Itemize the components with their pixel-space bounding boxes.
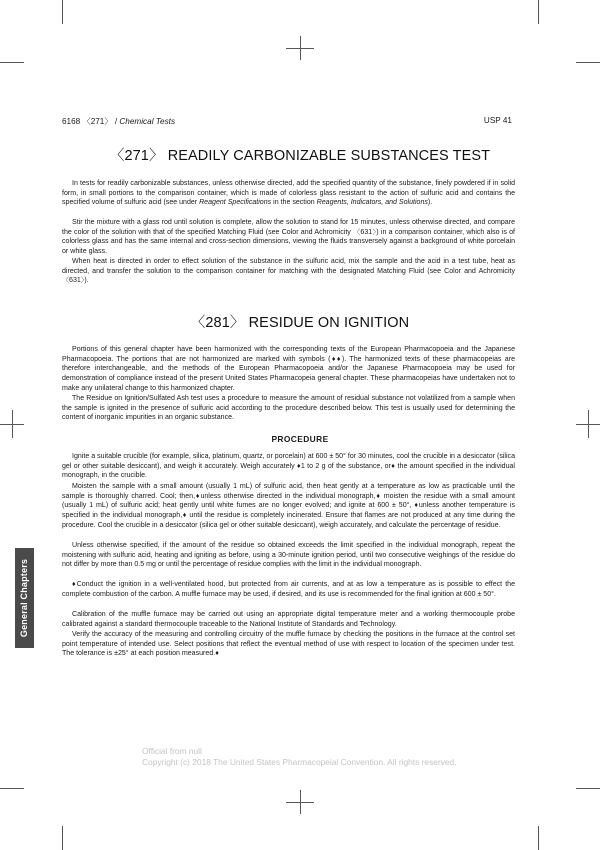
footer-line-2: Copyright (c) 2018 The United States Pharmacopeial Convention. All rights reserved. <box>142 756 457 767</box>
page-number: 6168 <box>62 117 81 126</box>
crop-mark <box>576 62 600 63</box>
running-head <box>62 116 512 127</box>
book-name: USP 41 <box>483 116 512 125</box>
paragraph: In tests for readily carbonizable substances, unless otherwise directed, add the specified quantity of the substance, finely powdered if in solid form, in small portions to the comparison container, which is made of colorless glass resistant to the action of sulfuric acid and contains the specified volume of sulfuric acid (see under Reagent Specifications in the section Reagents, Indicators, and Solutions). <box>62 180 515 207</box>
crop-mark <box>286 48 314 49</box>
running-head-left: 6168 〈271〉 / Chemical Tests <box>62 117 176 126</box>
paragraph: The Residue on Ignition/Sulfated Ash test uses a procedure to measure the amount of residual substance not volatilized from a sample when the sample is ignited in the presence of sulfuric acid according to the procedure described below. This test is usually used for determining the content of inorganic impurities in an organic substance. <box>62 395 515 422</box>
general-chapters-tab <box>15 548 34 648</box>
copyright-footer <box>142 746 457 767</box>
section-title-271: 〈271〉 READILY CARBONIZABLE SUBSTANCES TEST <box>109 148 491 164</box>
section-name: Chemical Tests <box>119 117 176 126</box>
footer-line-1: Official from null <box>142 746 202 756</box>
paragraph: ♦Conduct the ignition in a well-ventilated hood, but protected from air currents, and at as low a temperature as is possible to effect the complete combustion of the carbon. A muffle furnace may be used, if desired, and its use is recommended for the final ignition at 600 ± 50°. <box>62 581 515 598</box>
paragraph: Stir the mixture with a glass rod until solution is complete, allow the solution to stand for 15 minutes, unless otherwise directed, and compare the color of the solution with that of the specified Matching Fluid (see Color and Achromicity 〈631〉) in a comparison container, which also is of colorless glass and has the same internal and cross-section dimensions, viewing the fluids transversely against a background of white porcelain or white glass. <box>62 219 515 256</box>
side-tab-label: General Chapters <box>19 558 30 638</box>
paragraph: Moisten the sample with a small amount (usually 1 mL) of sulfuric acid, then heat gently at a temperature as low as practicable until the sample is thoroughly charred. Cool; then,♦unless otherwise directed in the individual monograph,♦ moisten the residue with a small amount (usually 1 mL) of sulfuric acid; heat gently until white fumes are no longer evolved; and ignite at 600 ± 50°, ♦unless another temperature is specified in the individual monograph,♦ until the residue is completely incinerated. Ensure that flames are not produced at any time during the procedure. Cool the crucible in a desiccator (silica gel or other suitable desiccant), weigh accurately, and calculate the percentage of residue. <box>62 483 515 529</box>
procedure-heading: PROCEDURE <box>271 434 329 444</box>
crop-mark <box>0 788 24 789</box>
paragraph: When heat is directed in order to effect solution of the substance in the sulfuric acid, mix the sample and the acid in a test tube, heat as directed, and transfer the solution to the comparison container for matching with the designated Matching Fluid (see Color and Achromicity 〈631〉). <box>62 258 515 285</box>
crop-mark <box>0 62 24 63</box>
crop-mark <box>538 826 539 850</box>
section-title-281: 〈281〉 RESIDUE ON IGNITION <box>190 315 410 331</box>
crop-mark <box>538 0 539 24</box>
crop-mark <box>286 802 314 803</box>
paragraph: Portions of this general chapter have been harmonized with the corresponding texts of the European Pharmacopoeia and the Japanese Pharmacopoeia. The portions that are not harmonized are marked with symbols (♦♦). The harmonized texts of these pharmacopeias are therefore interchangeable, and the methods of the European Pharmacopoeia and/or the Japanese Pharmacopoeia may be used for demonstration of compliance instead of the present United States Pharmacopeia general chapter. These pharmacopeias have undertaken not to make any unilateral change to this harmonized chapter. <box>62 346 515 392</box>
crop-mark <box>576 788 600 789</box>
chapter-ref: 〈271〉 <box>82 117 113 126</box>
paragraph: Ignite a suitable crucible (for example, silica, platinum, quartz, or porcelain) at 600 ± 50° for 30 minutes, cool the crucible in a desiccator (silica gel or other suitable desiccant), and weigh it accurately. Weigh accurately ♦1 to 2 g of the substance, or♦ the amount specified in the individual monograph, in the crucible. <box>62 453 515 480</box>
paragraph: Unless otherwise specified, if the amount of the residue so obtained exceeds the limit specified in the individual monograph, repeat the moistening with sulfuric acid, heating and igniting as before, using a 30-minute ignition period, until two consecutive weighings of the residue do not differ by more than 0.5 mg or until the percentage of residue complies with the limit in the individual monograph. <box>62 542 515 569</box>
paragraph: Verify the accuracy of the measuring and controlling circuitry of the muffle furnace by checking the positions in the furnace at the control set point temperature of intended use. Select positions that reflect the eventual method of use with respect to location of the specimen under test. The tolerance is ±25° at each position measured.♦ <box>62 631 515 658</box>
crop-mark <box>62 0 63 24</box>
crop-mark <box>62 826 63 850</box>
paragraph: Calibration of the muffle furnace may be carried out using an appropriate digital temperature meter and a working thermocouple probe calibrated against a standard thermocouple traceable to the National Institute of Standards and Technology. <box>62 611 515 628</box>
